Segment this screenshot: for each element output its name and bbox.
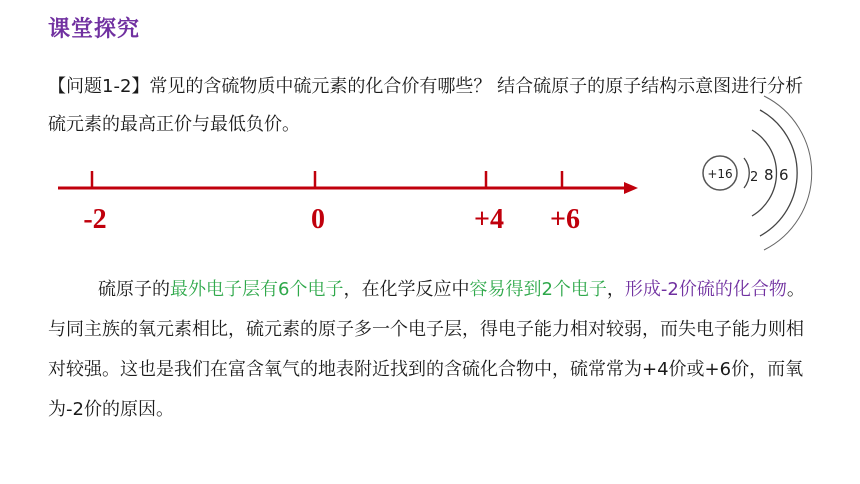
highlight-gain-electrons: 容易得到2个电子 xyxy=(469,279,607,300)
tick-label-0: -2 xyxy=(83,204,107,235)
highlight-outer-electrons: 最外电子层有6个电子 xyxy=(170,279,344,300)
para-text-1: 硫原子的 xyxy=(98,279,170,300)
tick-label-3: +6 xyxy=(550,204,580,235)
shell-electrons-2: 8 xyxy=(764,166,774,184)
question-body: 常见的含硫物质中硫元素的化合价有哪些？ 结合硫原子的原子结构示意图进行分析硫元素的最高正价与最低负价。 xyxy=(48,76,804,135)
para-text-3: ， xyxy=(606,279,625,300)
nucleus-charge: +16 xyxy=(707,167,733,181)
tick-label-1: 0 xyxy=(311,204,325,235)
para-text-4: 。与同主族的氧元素相比，硫元素的原子多一个电子层，得电子能力相对较弱，而失电子能力则相对较强。这也是我们在富含氧气的地表附近找到的含硫化合物中，硫常常为+4价或+6价，而氧为-2价的原因。 xyxy=(48,279,805,420)
shell-electrons-3: 6 xyxy=(779,166,789,184)
para-text-2: ，在化学反应中 xyxy=(343,279,470,300)
sulfur-atom-diagram xyxy=(703,96,812,250)
electron-shell-1 xyxy=(744,158,749,188)
shell-electrons-1: 2 xyxy=(750,170,759,185)
axis-arrow xyxy=(624,182,638,194)
question-tag: 【问题1-2】 xyxy=(48,76,150,97)
explanation-paragraph xyxy=(48,270,818,430)
slide-title: 课堂探究 xyxy=(48,17,141,42)
highlight-minus-two: 形成-2价硫的化合物 xyxy=(624,279,787,300)
tick-label-2: +4 xyxy=(474,204,504,235)
